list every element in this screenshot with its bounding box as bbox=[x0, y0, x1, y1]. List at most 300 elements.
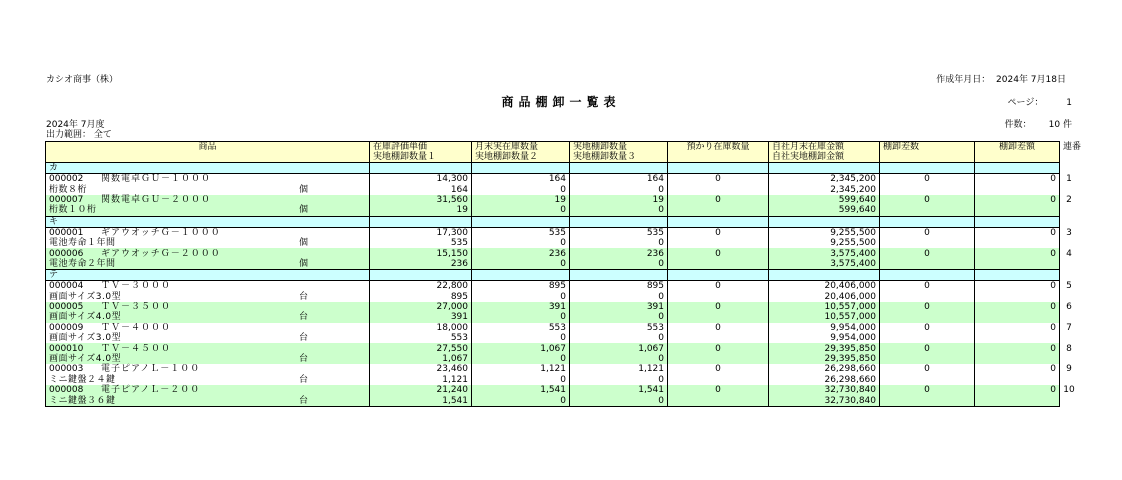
product-sub-cell bbox=[46, 312, 370, 322]
count-amount: 32,730,840 bbox=[769, 395, 880, 406]
sequence-number: 3 bbox=[1066, 227, 1072, 238]
count-qty-3: 0 bbox=[570, 259, 668, 270]
product-code: 000005 bbox=[49, 302, 84, 313]
month-end-qty: 19 bbox=[472, 195, 570, 205]
category-cell bbox=[880, 270, 975, 281]
product-name: 電子ピアノＬ－１００ bbox=[101, 364, 201, 375]
product-name: 電子ピアノＬ－２００ bbox=[101, 385, 201, 396]
product-code: 000004 bbox=[49, 281, 84, 292]
category-row bbox=[46, 163, 1079, 174]
empty-cell bbox=[975, 184, 1060, 194]
col-header-seq: 連番 bbox=[1060, 142, 1079, 163]
product-cell bbox=[46, 323, 370, 333]
category-cell bbox=[472, 163, 570, 174]
category-cell bbox=[1060, 163, 1079, 174]
product-spec: 桁数８桁 bbox=[49, 184, 88, 195]
empty-cell bbox=[668, 354, 769, 364]
product-cell bbox=[46, 364, 370, 374]
held-qty: 0 bbox=[668, 364, 769, 374]
product-sub-cell bbox=[46, 238, 370, 248]
category-cell bbox=[668, 270, 769, 281]
table-row bbox=[46, 281, 1079, 292]
count-qty-1: 19 bbox=[370, 205, 472, 216]
category-cell bbox=[975, 216, 1060, 227]
product-cell bbox=[46, 281, 370, 292]
sequence-number: 7 bbox=[1066, 322, 1072, 333]
sequence-number: 4 bbox=[1060, 248, 1079, 258]
category-row bbox=[46, 216, 1079, 227]
product-spec: ミニ鍵盤３６鍵 bbox=[49, 395, 116, 406]
category-cell bbox=[370, 270, 472, 281]
category-cell bbox=[668, 216, 769, 227]
product-spec: 画面サイズ4.0型 bbox=[49, 354, 122, 365]
product-cell bbox=[46, 248, 370, 258]
count-qty-3: 0 bbox=[570, 354, 668, 364]
page-value: 1 bbox=[1066, 98, 1072, 108]
table-header-row bbox=[46, 142, 1079, 163]
empty-cell bbox=[880, 312, 975, 322]
category-label: カ bbox=[46, 163, 370, 174]
count-qty-1: 391 bbox=[370, 312, 472, 322]
table-row bbox=[46, 302, 1079, 312]
empty-cell bbox=[975, 238, 1060, 248]
count-qty-1: 553 bbox=[370, 333, 472, 343]
table-row bbox=[46, 385, 1079, 395]
empty-cell bbox=[880, 292, 975, 302]
company-name: カシオ商事（株） bbox=[46, 75, 119, 85]
table-row bbox=[46, 375, 1079, 385]
product-cell bbox=[46, 343, 370, 353]
month-end-amount: 2,345,200 bbox=[769, 174, 880, 185]
empty-cell bbox=[668, 312, 769, 322]
table-row bbox=[46, 248, 1079, 258]
count-qty-1: 236 bbox=[370, 259, 472, 270]
col-header-amount bbox=[769, 142, 880, 163]
count-qty: 895 bbox=[570, 281, 668, 292]
table-row bbox=[46, 364, 1079, 374]
col-header-price-line2: 実地棚卸数量１ bbox=[373, 152, 437, 162]
month-end-amount: 599,640 bbox=[769, 195, 880, 205]
col-header-count-qty bbox=[570, 142, 668, 163]
count-qty-2: 0 bbox=[472, 333, 570, 343]
empty-cell bbox=[880, 333, 975, 343]
count-qty-2: 0 bbox=[472, 312, 570, 322]
month-end-qty: 535 bbox=[472, 227, 570, 238]
product-spec: 画面サイズ4.0型 bbox=[49, 312, 122, 323]
empty-cell bbox=[668, 375, 769, 385]
count-qty-3: 0 bbox=[570, 205, 668, 216]
product-unit: 台 bbox=[299, 395, 309, 406]
count-qty: 1,121 bbox=[570, 364, 668, 374]
product-name: ＴＶ－４０００ bbox=[101, 322, 172, 333]
empty-cell bbox=[880, 205, 975, 216]
category-cell bbox=[1060, 216, 1079, 227]
count-qty-1: 535 bbox=[370, 238, 472, 248]
col-header-month-qty-line2: 実地棚卸数量２ bbox=[475, 152, 539, 162]
month-end-qty: 164 bbox=[472, 174, 570, 185]
diff-amount: 0 bbox=[975, 385, 1060, 395]
unit-price: 18,000 bbox=[370, 323, 472, 333]
month-end-amount: 29,395,850 bbox=[769, 343, 880, 353]
count-label: 件数： bbox=[1004, 120, 1032, 130]
table-row bbox=[46, 174, 1079, 185]
category-label: テ bbox=[46, 270, 370, 281]
held-qty: 0 bbox=[668, 248, 769, 258]
unit-price: 27,000 bbox=[370, 302, 472, 312]
count-qty-3: 0 bbox=[570, 375, 668, 385]
diff-amount: 0 bbox=[975, 364, 1060, 374]
count-qty: 553 bbox=[570, 323, 668, 333]
category-cell bbox=[1060, 270, 1079, 281]
diff-amount: 0 bbox=[975, 323, 1060, 333]
month-end-amount: 9,954,000 bbox=[769, 323, 880, 333]
product-cell bbox=[46, 385, 370, 395]
created-value: 2024年 7月18日 bbox=[996, 75, 1066, 85]
unit-price: 23,460 bbox=[370, 364, 472, 374]
product-name: ＴＶ－４５００ bbox=[101, 343, 172, 354]
count-qty-1: 895 bbox=[370, 292, 472, 302]
unit-price: 31,560 bbox=[370, 195, 472, 205]
product-code: 000002 bbox=[49, 174, 84, 185]
month-end-qty: 1,121 bbox=[472, 364, 570, 374]
col-header-count-qty-line2: 実地棚卸数量３ bbox=[573, 152, 637, 162]
product-sub-cell bbox=[46, 354, 370, 364]
month-end-amount: 26,298,660 bbox=[769, 364, 880, 374]
empty-cell bbox=[668, 205, 769, 216]
product-code: 000008 bbox=[49, 385, 84, 396]
count-qty: 1,541 bbox=[570, 385, 668, 395]
table-row bbox=[46, 312, 1079, 322]
empty-cell bbox=[1060, 395, 1079, 406]
count-amount: 2,345,200 bbox=[769, 184, 880, 194]
category-cell bbox=[975, 270, 1060, 281]
month-end-amount: 10,557,000 bbox=[769, 302, 880, 312]
count-amount: 9,255,500 bbox=[769, 238, 880, 248]
empty-cell bbox=[975, 205, 1060, 216]
diff-amount: 0 bbox=[975, 195, 1060, 205]
diff-amount: 0 bbox=[975, 302, 1060, 312]
held-qty: 0 bbox=[668, 227, 769, 238]
count-qty-3: 0 bbox=[570, 184, 668, 194]
table-row bbox=[46, 227, 1079, 238]
product-unit: 台 bbox=[299, 312, 309, 323]
count-qty: 1,067 bbox=[570, 343, 668, 353]
empty-cell bbox=[1060, 238, 1079, 248]
category-cell bbox=[370, 216, 472, 227]
empty-cell bbox=[668, 292, 769, 302]
held-qty: 0 bbox=[668, 302, 769, 312]
product-spec: ミニ鍵盤２４鍵 bbox=[49, 374, 116, 385]
category-row bbox=[46, 270, 1079, 281]
col-header-month-qty bbox=[472, 142, 570, 163]
held-qty: 0 bbox=[668, 385, 769, 395]
count-qty-3: 0 bbox=[570, 238, 668, 248]
col-header-amount-line1: 自社月末在庫金額 bbox=[772, 142, 845, 152]
col-header-count-qty-line1: 実地棚卸数量 bbox=[573, 142, 628, 152]
held-qty: 0 bbox=[668, 195, 769, 205]
product-code: 000009 bbox=[49, 322, 84, 333]
empty-cell bbox=[668, 238, 769, 248]
product-name: ギアウオッチＧ－１０００ bbox=[101, 227, 221, 238]
unit-price: 17,300 bbox=[370, 227, 472, 238]
sequence-number: 9 bbox=[1066, 364, 1072, 375]
category-cell bbox=[880, 163, 975, 174]
count-amount: 9,954,000 bbox=[769, 333, 880, 343]
count-amount: 10,557,000 bbox=[769, 312, 880, 322]
product-code: 000010 bbox=[49, 343, 84, 354]
empty-cell bbox=[1060, 312, 1079, 322]
output-range bbox=[46, 130, 112, 141]
diff-qty: 0 bbox=[880, 385, 975, 395]
product-spec: 画面サイズ3.0型 bbox=[49, 333, 122, 344]
product-name: ギアウオッチＧ－２０００ bbox=[101, 248, 221, 259]
empty-cell bbox=[668, 333, 769, 343]
sequence-number: 8 bbox=[1060, 343, 1079, 353]
empty-cell bbox=[1060, 184, 1079, 194]
category-cell bbox=[570, 216, 668, 227]
empty-cell bbox=[975, 333, 1060, 343]
inventory-table bbox=[45, 141, 1082, 407]
table-row bbox=[46, 292, 1079, 302]
unit-price: 15,150 bbox=[370, 248, 472, 258]
count-amount: 3,575,400 bbox=[769, 259, 880, 270]
created-date bbox=[936, 75, 1066, 86]
product-sub-cell bbox=[46, 333, 370, 343]
table-row bbox=[46, 323, 1079, 333]
empty-cell bbox=[975, 292, 1060, 302]
page-number bbox=[1008, 98, 1072, 109]
unit-price: 21,240 bbox=[370, 385, 472, 395]
diff-qty: 0 bbox=[880, 323, 975, 333]
unit-price: 14,300 bbox=[370, 174, 472, 185]
diff-qty: 0 bbox=[880, 281, 975, 292]
held-qty: 0 bbox=[668, 281, 769, 292]
table-row bbox=[46, 395, 1079, 406]
empty-cell bbox=[1060, 354, 1079, 364]
month-end-amount: 9,255,500 bbox=[769, 227, 880, 238]
held-qty: 0 bbox=[668, 323, 769, 333]
empty-cell bbox=[975, 375, 1060, 385]
product-sub-cell bbox=[46, 375, 370, 385]
count-qty: 391 bbox=[570, 302, 668, 312]
sequence-number: 2 bbox=[1060, 195, 1079, 205]
count-qty-1: 1,067 bbox=[370, 354, 472, 364]
count-qty-2: 0 bbox=[472, 238, 570, 248]
col-header-amount-line2: 自社実地棚卸金額 bbox=[772, 152, 845, 162]
diff-qty: 0 bbox=[880, 248, 975, 258]
diff-qty: 0 bbox=[880, 227, 975, 238]
held-qty: 0 bbox=[668, 174, 769, 185]
category-cell bbox=[472, 270, 570, 281]
count-qty: 164 bbox=[570, 174, 668, 185]
count-qty-3: 0 bbox=[570, 395, 668, 406]
product-name: ＴＶ－３０００ bbox=[101, 281, 172, 292]
product-spec: 画面サイズ3.0型 bbox=[49, 291, 122, 302]
product-name: 関数電卓ＧＵ－１０００ bbox=[101, 174, 212, 185]
category-label: キ bbox=[46, 216, 370, 227]
empty-cell bbox=[880, 395, 975, 406]
product-code: 000007 bbox=[49, 194, 84, 205]
table-row bbox=[46, 354, 1079, 364]
count-qty-3: 0 bbox=[570, 292, 668, 302]
product-cell bbox=[46, 302, 370, 312]
product-spec: 桁数１０桁 bbox=[49, 205, 97, 216]
product-code: 000001 bbox=[49, 227, 84, 238]
empty-cell bbox=[880, 375, 975, 385]
count-value: 10 件 bbox=[1048, 120, 1072, 130]
empty-cell bbox=[1060, 375, 1079, 385]
month-end-qty: 895 bbox=[472, 281, 570, 292]
category-cell bbox=[668, 163, 769, 174]
empty-cell bbox=[975, 312, 1060, 322]
count-amount: 26,298,660 bbox=[769, 375, 880, 385]
count-qty-1: 1,121 bbox=[370, 375, 472, 385]
empty-cell bbox=[880, 259, 975, 270]
empty-cell bbox=[668, 395, 769, 406]
count-qty-1: 1,541 bbox=[370, 395, 472, 406]
category-cell bbox=[472, 216, 570, 227]
table-row bbox=[46, 343, 1079, 353]
product-spec: 電池寿命２年間 bbox=[49, 258, 116, 269]
diff-amount: 0 bbox=[975, 281, 1060, 292]
category-cell bbox=[975, 163, 1060, 174]
page-label: ページ： bbox=[1007, 98, 1044, 108]
sequence-number: 6 bbox=[1060, 302, 1079, 312]
product-cell bbox=[46, 227, 370, 238]
table-row bbox=[46, 333, 1079, 343]
count-amount: 599,640 bbox=[769, 205, 880, 216]
month-end-amount: 20,406,000 bbox=[769, 281, 880, 292]
product-unit: 台 bbox=[299, 354, 309, 365]
range-value: 全て bbox=[93, 130, 112, 140]
count-qty: 236 bbox=[570, 248, 668, 258]
product-code: 000003 bbox=[49, 364, 84, 375]
count-qty-2: 0 bbox=[472, 375, 570, 385]
table-row bbox=[46, 205, 1079, 216]
product-cell bbox=[46, 174, 370, 185]
table-row bbox=[46, 195, 1079, 205]
range-label: 出力範囲： bbox=[46, 130, 92, 140]
table-row bbox=[46, 238, 1079, 248]
category-cell bbox=[769, 163, 880, 174]
col-header-month-qty-line1: 月末実在庫数量 bbox=[475, 142, 539, 152]
product-unit: 個 bbox=[299, 184, 309, 195]
sequence-number: 1 bbox=[1066, 173, 1072, 184]
count-amount: 20,406,000 bbox=[769, 292, 880, 302]
unit-price: 22,800 bbox=[370, 281, 472, 292]
month-end-amount: 32,730,840 bbox=[769, 385, 880, 395]
report-period: 2024年 7月度 bbox=[46, 120, 105, 130]
category-cell bbox=[570, 163, 668, 174]
diff-qty: 0 bbox=[880, 174, 975, 185]
month-end-qty: 553 bbox=[472, 323, 570, 333]
empty-cell bbox=[1060, 292, 1079, 302]
unit-price: 27,550 bbox=[370, 343, 472, 353]
diff-qty: 0 bbox=[880, 343, 975, 353]
product-unit: 台 bbox=[299, 333, 309, 344]
col-header-diff-amount: 棚卸差額 bbox=[975, 142, 1060, 163]
product-sub-cell bbox=[46, 259, 370, 270]
category-cell bbox=[880, 216, 975, 227]
count-qty: 19 bbox=[570, 195, 668, 205]
month-end-qty: 236 bbox=[472, 248, 570, 258]
sequence-number: 10 bbox=[1060, 385, 1079, 395]
diff-amount: 0 bbox=[975, 248, 1060, 258]
count-qty: 535 bbox=[570, 227, 668, 238]
table-row bbox=[46, 259, 1079, 270]
diff-amount: 0 bbox=[975, 227, 1060, 238]
category-cell bbox=[370, 163, 472, 174]
product-sub-cell bbox=[46, 395, 370, 406]
diff-qty: 0 bbox=[880, 364, 975, 374]
held-qty: 0 bbox=[668, 343, 769, 353]
count-qty-2: 0 bbox=[472, 292, 570, 302]
col-header-price bbox=[370, 142, 472, 163]
product-sub-cell bbox=[46, 184, 370, 194]
col-header-product: 商品 bbox=[46, 142, 370, 163]
product-name: 関数電卓ＧＵ－２０００ bbox=[101, 194, 212, 205]
month-end-amount: 3,575,400 bbox=[769, 248, 880, 258]
product-sub-cell bbox=[46, 292, 370, 302]
product-sub-cell bbox=[46, 205, 370, 216]
product-unit: 台 bbox=[299, 374, 309, 385]
created-label: 作成年月日： bbox=[936, 75, 991, 85]
count-qty-2: 0 bbox=[472, 395, 570, 406]
diff-qty: 0 bbox=[880, 195, 975, 205]
col-header-price-line1: 在庫評価単価 bbox=[373, 142, 428, 152]
empty-cell bbox=[880, 184, 975, 194]
product-unit: 台 bbox=[299, 291, 309, 302]
month-end-qty: 391 bbox=[472, 302, 570, 312]
report-title: 商品棚卸一覧表 bbox=[501, 95, 621, 109]
month-end-qty: 1,541 bbox=[472, 385, 570, 395]
sequence-number: 5 bbox=[1066, 281, 1072, 292]
empty-cell bbox=[880, 354, 975, 364]
count-amount: 29,395,850 bbox=[769, 354, 880, 364]
product-name: ＴＶ－３５００ bbox=[101, 302, 172, 313]
count-qty-2: 0 bbox=[472, 184, 570, 194]
count-qty-1: 164 bbox=[370, 184, 472, 194]
empty-cell bbox=[975, 354, 1060, 364]
empty-cell bbox=[668, 184, 769, 194]
empty-cell bbox=[1060, 333, 1079, 343]
empty-cell bbox=[668, 259, 769, 270]
col-header-held-qty: 預かり在庫数量 bbox=[668, 142, 769, 163]
count-qty-3: 0 bbox=[570, 312, 668, 322]
product-unit: 個 bbox=[299, 258, 309, 269]
category-cell bbox=[769, 270, 880, 281]
product-spec: 電池寿命１年間 bbox=[49, 238, 116, 249]
table-row bbox=[46, 184, 1079, 194]
empty-cell bbox=[880, 238, 975, 248]
month-end-qty: 1,067 bbox=[472, 343, 570, 353]
product-unit: 個 bbox=[299, 205, 309, 216]
empty-cell bbox=[975, 259, 1060, 270]
count-qty-2: 0 bbox=[472, 205, 570, 216]
empty-cell bbox=[975, 395, 1060, 406]
diff-amount: 0 bbox=[975, 174, 1060, 185]
count-qty-2: 0 bbox=[472, 259, 570, 270]
empty-cell bbox=[1060, 205, 1079, 216]
diff-qty: 0 bbox=[880, 302, 975, 312]
count-qty-3: 0 bbox=[570, 333, 668, 343]
diff-amount: 0 bbox=[975, 343, 1060, 353]
col-header-diff-qty: 棚卸差数 bbox=[880, 142, 975, 163]
product-code: 000006 bbox=[49, 248, 84, 259]
empty-cell bbox=[1060, 259, 1079, 270]
product-cell bbox=[46, 195, 370, 205]
count-qty-2: 0 bbox=[472, 354, 570, 364]
